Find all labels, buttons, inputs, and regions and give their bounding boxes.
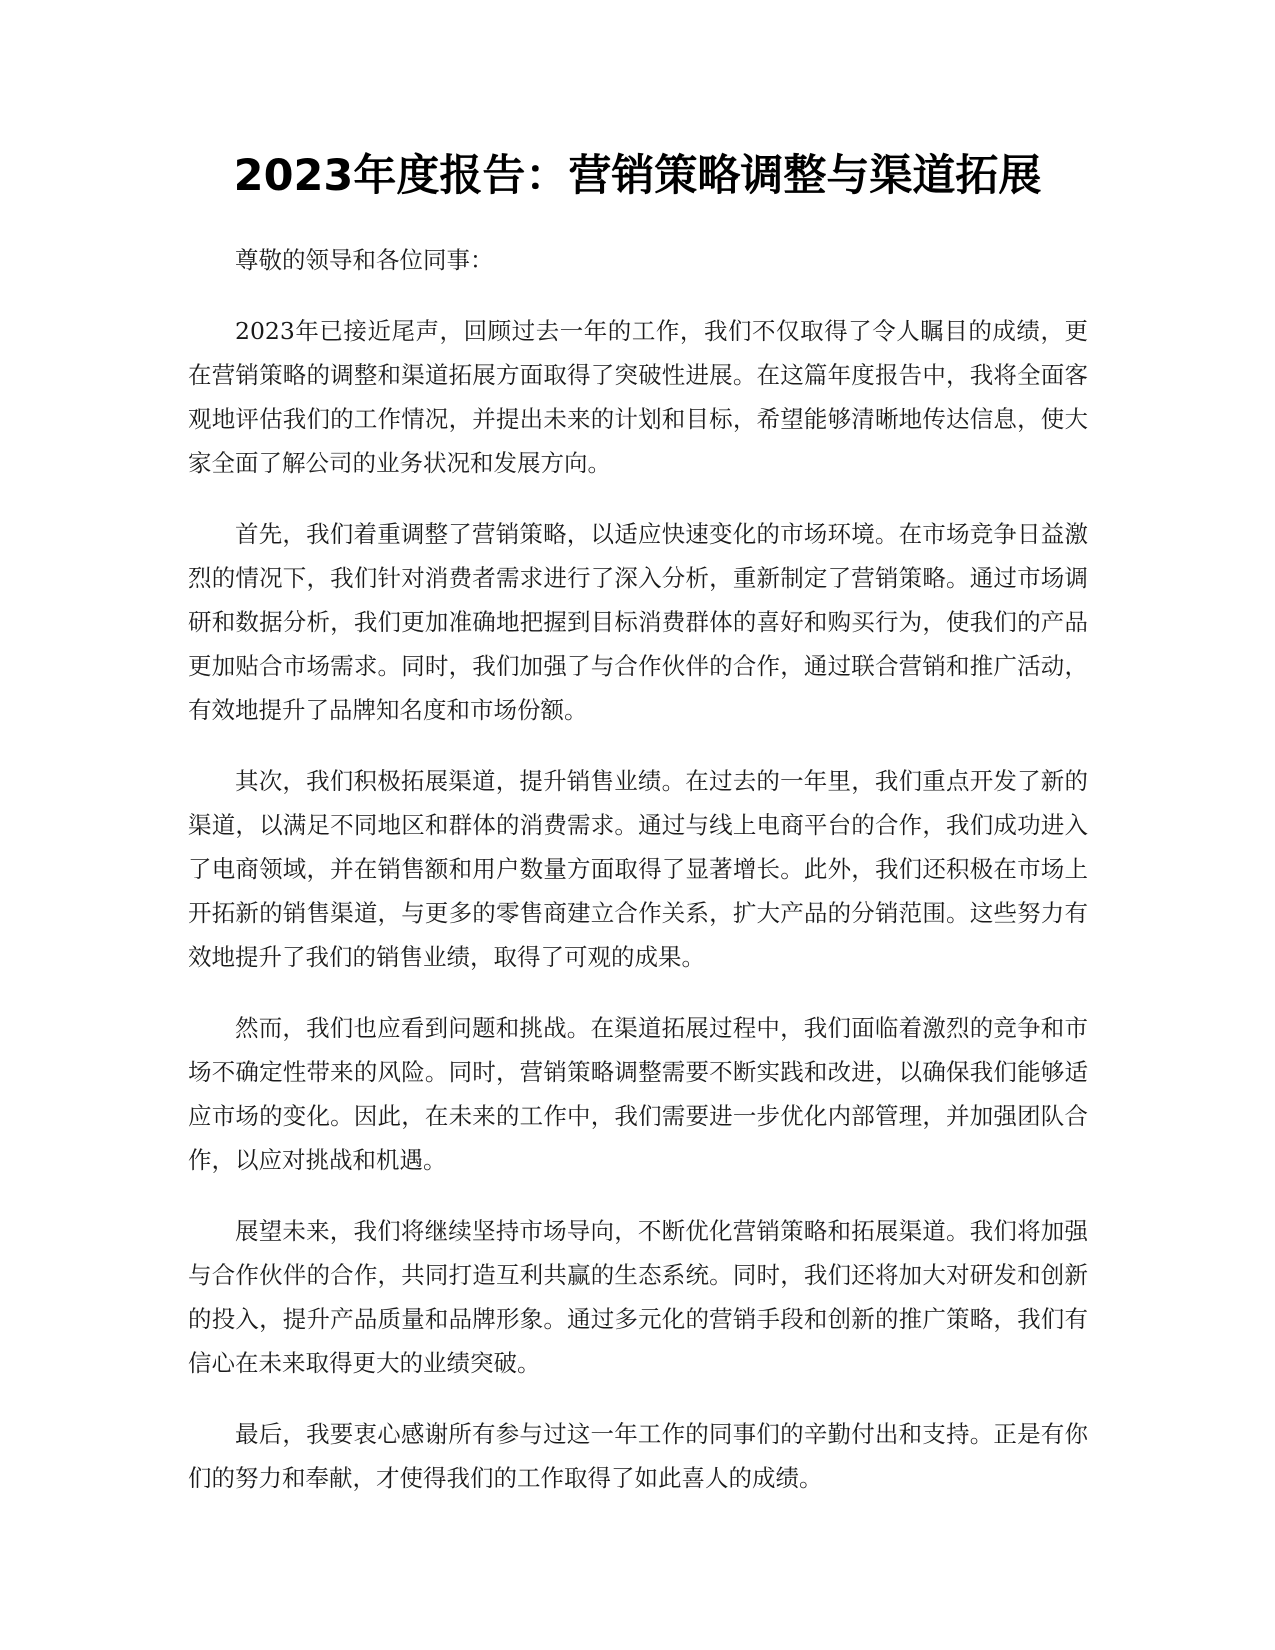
paragraph-thanks: 最后，我要衷心感谢所有参与过这一年工作的同事们的辛勤付出和支持。正是有你们的努力和奉献，才使得我们的工作取得了如此喜人的成绩。 <box>188 1420 1088 1492</box>
paragraph-marketing-strategy: 首先，我们着重调整了营销策略，以适应快速变化的市场环境。在市场竞争日益激烈的情况下，我们针对消费者需求进行了深入分析，重新制定了营销策略。通过市场调研和数据分析，我们更加准确地把握到目标消费群体的喜好和购买行为，使我们的产品更加贴合市场需求。同时，我们加强了与合作伙伴的合作，通过联合营销和推广活动，有效地提升了品牌知名度和市场份额。 <box>188 520 1088 724</box>
paragraph-intro: 2023年已接近尾声，回顾过去一年的工作，我们不仅取得了令人瞩目的成绩，更在营销策略的调整和渠道拓展方面取得了突破性进展。在这篇年度报告中，我将全面客观地评估我们的工作情况，并提出未来的计划和目标，希望能够清晰地传达信息，使大家全面了解公司的业务状况和发展方向。 <box>188 317 1088 477</box>
salutation: 尊敬的领导和各位同事： <box>235 246 494 274</box>
document-title: 2023年度报告：营销策略调整与渠道拓展 <box>233 151 1042 201</box>
paragraph-challenges: 然而，我们也应看到问题和挑战。在渠道拓展过程中，我们面临着激烈的竞争和市场不确定性带来的风险。同时，营销策略调整需要不断实践和改进，以确保我们能够适应市场的变化。因此，在未来的工作中，我们需要进一步优化内部管理，并加强团队合作，以应对挑战和机遇。 <box>188 1014 1088 1174</box>
document-body <box>188 238 1088 1527</box>
paragraph-channel-expansion: 其次，我们积极拓展渠道，提升销售业绩。在过去的一年里，我们重点开发了新的渠道，以满足不同地区和群体的消费需求。通过与线上电商平台的合作，我们成功进入了电商领域，并在销售额和用户数量方面取得了显著增长。此外，我们还积极在市场上开拓新的销售渠道，与更多的零售商建立合作关系，扩大产品的分销范围。这些努力有效地提升了我们的销售业绩，取得了可观的成果。 <box>188 767 1088 971</box>
paragraph-outlook: 展望未来，我们将继续坚持市场导向，不断优化营销策略和拓展渠道。我们将加强与合作伙伴的合作，共同打造互利共赢的生态系统。同时，我们还将加大对研发和创新的投入，提升产品质量和品牌形象。通过多元化的营销手段和创新的推广策略，我们有信心在未来取得更大的业绩突破。 <box>188 1217 1088 1377</box>
